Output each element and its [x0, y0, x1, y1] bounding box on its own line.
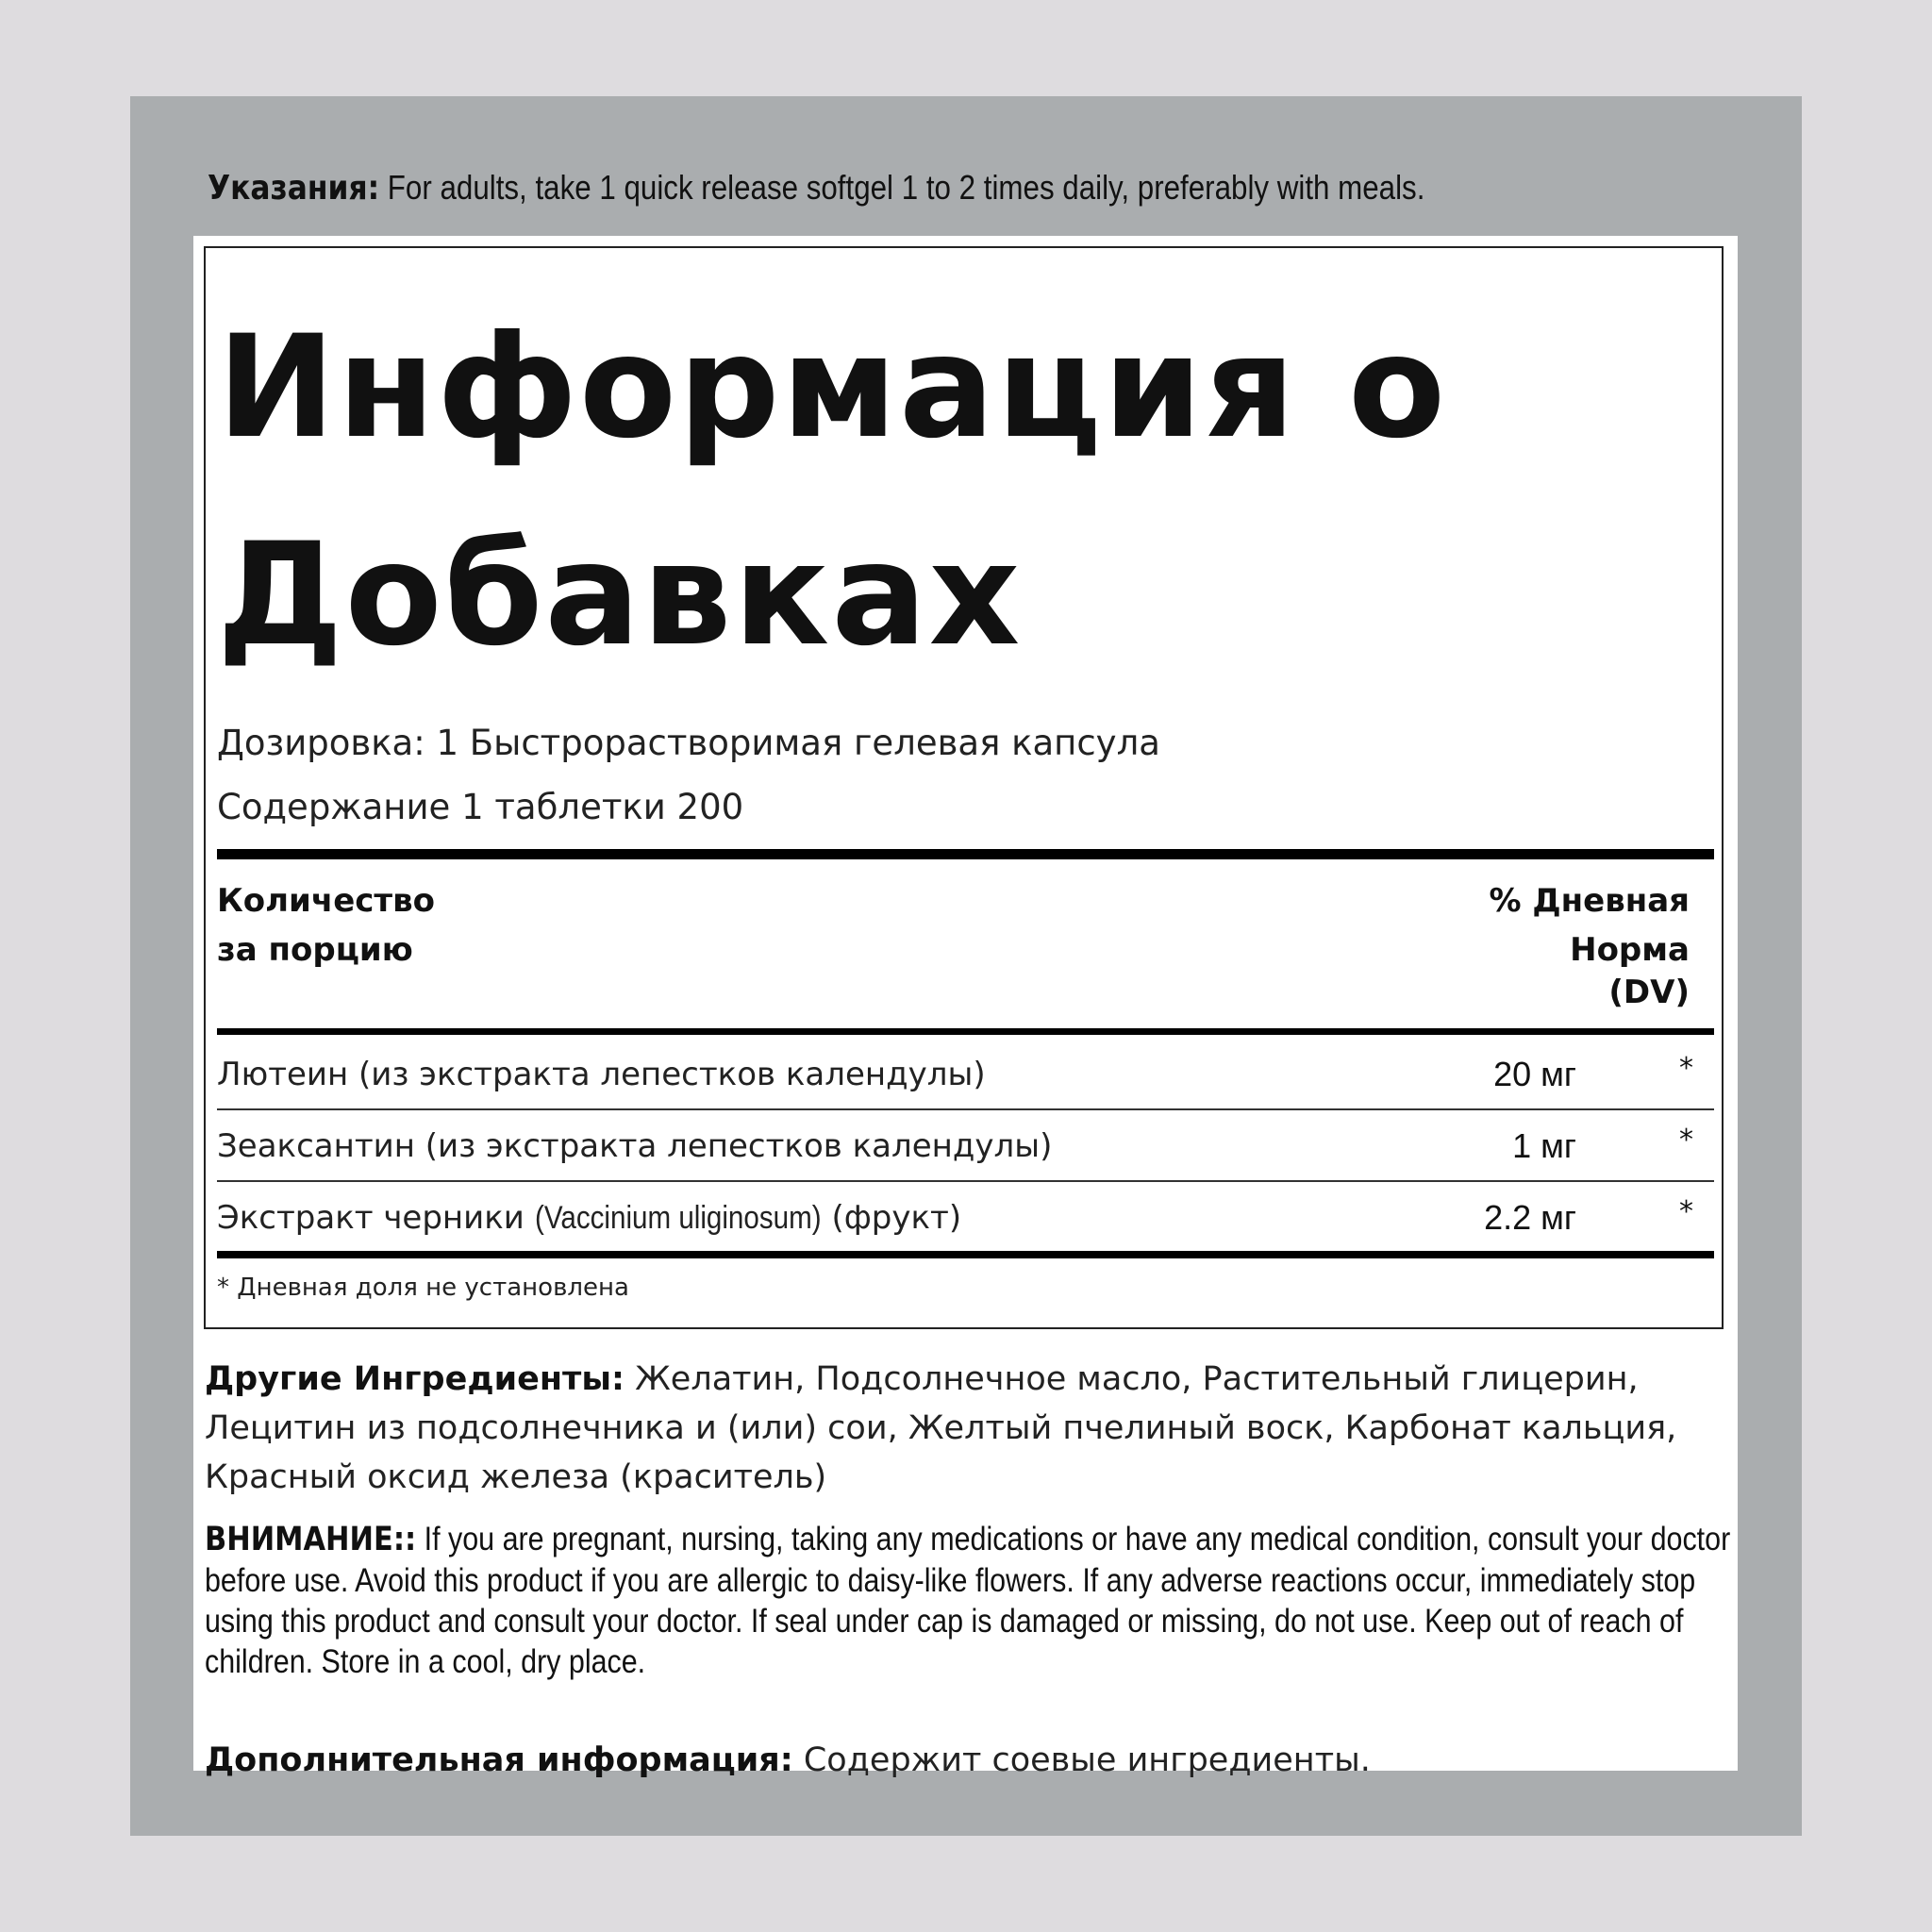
- amount-per-serving-header: [217, 876, 500, 974]
- directions-label: Указания:: [208, 169, 380, 208]
- header-right-line-2: Норма: [1570, 931, 1690, 969]
- additional-info-label: Дополнительная информация:: [205, 1741, 793, 1779]
- nutrient-latin-name: (Vaccinium uliginosum): [534, 1200, 822, 1236]
- supplement-facts-box: [204, 246, 1724, 1329]
- nutrient-name: Зеаксантин (из экстракта лепестков календулы): [217, 1127, 1053, 1165]
- nutrient-amount: 20 мг: [1493, 1055, 1576, 1093]
- header-right-line-3: (DV): [1608, 974, 1690, 1011]
- header-left-line-1: Количество: [217, 882, 436, 920]
- warning-label: ВНИМАНИЕ::: [205, 1521, 417, 1558]
- nutrient-dv: *: [1679, 1195, 1693, 1228]
- nutrient-name-part: (фрукт): [821, 1199, 962, 1237]
- warning-text: If you are pregnant, nursing, taking any medications or have any medical condition, consult your doctor before use. Avoid this product if you are allergic to daisy-like flowers. If any adverse reactions occur, immediately stop using this product and consult your doctor. If seal under cap is damaged or missing, do not use. Keep out of reach of children. Store in a cool, dry place.: [205, 1521, 1731, 1680]
- row-divider: [217, 1108, 1714, 1110]
- nutrient-dv: *: [1679, 1052, 1693, 1085]
- warning: [205, 1519, 1731, 1682]
- thick-divider-top: [217, 849, 1714, 859]
- thick-divider-bottom: [217, 1251, 1714, 1258]
- directions-text: [208, 160, 1537, 216]
- nutrient-dv: *: [1679, 1124, 1693, 1157]
- additional-info-text: Содержит соевые ингредиенты.: [792, 1741, 1371, 1779]
- nutrient-amount: 2.2 мг: [1484, 1198, 1576, 1237]
- header-right-line-1: % Дневная: [1489, 882, 1690, 920]
- servings-per-container: Содержание 1 таблетки 200: [217, 787, 744, 827]
- other-ingredients-label: Другие Ингредиенты:: [205, 1360, 625, 1398]
- dv-footnote: * Дневная доля не установлена: [217, 1274, 629, 1302]
- thick-divider-header: [217, 1028, 1714, 1035]
- directions-body: For adults, take 1 quick release softgel 1 to 2 times daily, preferably with meals.: [379, 168, 1425, 207]
- nutrient-amount: 1 мг: [1512, 1126, 1576, 1165]
- daily-value-header: [1444, 876, 1690, 1010]
- additional-info: [205, 1736, 1733, 1785]
- supplement-label: [193, 236, 1738, 1779]
- row-divider: [217, 1180, 1714, 1182]
- facts-title: Информация о Добавках: [217, 306, 1448, 677]
- other-ingredients-text: Желатин, Подсолнечное масло, Растительный глицерин, Лецитин из подсолнечника и (или) сои, Желтый пчелиный воск, Карбонат кальция, Красный оксид железа (краситель): [205, 1360, 1677, 1496]
- other-ingredients: [205, 1355, 1733, 1502]
- nutrient-name: Лютеин (из экстракта лепестков календулы): [217, 1056, 986, 1093]
- serving-size: Дозировка: 1 Быстрорастворимая гелевая капсула: [217, 723, 1160, 763]
- header-left-line-2: за порцию: [217, 931, 413, 969]
- nutrient-name-part: Экстракт черники: [217, 1199, 535, 1237]
- nutrient-name: [217, 1194, 961, 1241]
